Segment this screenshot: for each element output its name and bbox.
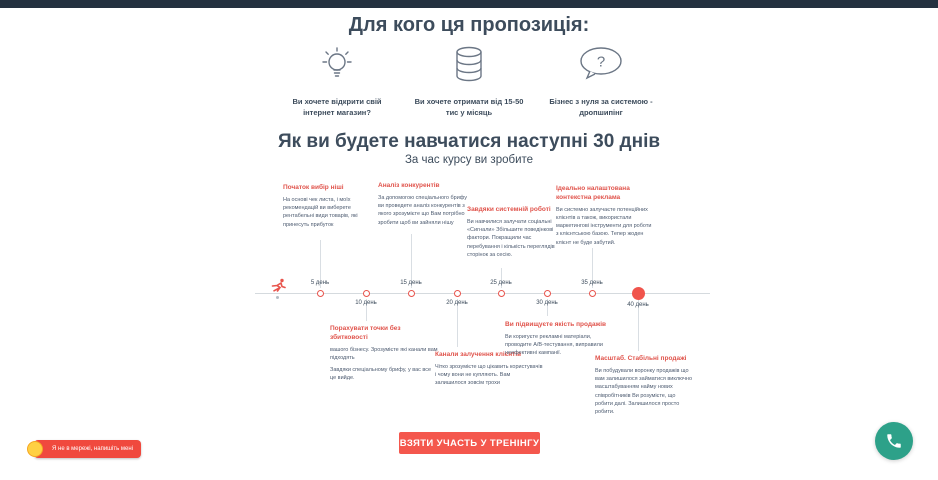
cta-button[interactable]: ВЗЯТИ УЧАСТЬ У ТРЕНІНГУ xyxy=(399,432,540,454)
feature-caption: Ви хочете отримати від 15-50 тис у місяць xyxy=(414,97,524,118)
timeline-marker xyxy=(408,290,415,297)
timeline-day-label: 40 день xyxy=(627,302,649,308)
question-bubble-icon xyxy=(578,42,624,88)
milestone-block xyxy=(556,185,654,247)
milestone-body: Ви навчилися залучати соціальні «Сигнали» Збільшите поведінкові фактори. Покращили час перебування і кількість переглядів сторінок за сесію. xyxy=(467,218,555,258)
features-row xyxy=(279,42,659,119)
timeline-day-label: 10 день xyxy=(355,300,377,306)
coins-icon xyxy=(449,42,489,88)
milestone-block xyxy=(330,325,438,383)
milestone-body: Чітко зрозумієте що цікавить користувачів і чому вони не купляють. Вам залишилося зовсім трохи xyxy=(435,363,543,387)
timeline-marker xyxy=(454,290,461,297)
timeline-marker xyxy=(589,290,596,297)
timeline-marker xyxy=(363,290,370,297)
milestone-block xyxy=(467,206,562,259)
chat-offline-label: Я не в мережі, напишіть мені xyxy=(52,446,133,452)
course-subtitle: За час курсу ви зробите xyxy=(404,154,534,166)
course-title: Як ви будете навчатися наступні 30 днів xyxy=(277,131,661,152)
milestone-body: За допомогою спеціального брифу ви проведете аналіз конкурентів з якого зрозумієте що Вам потрібно зробити щоб ви зайняли нішу xyxy=(378,194,468,226)
connector xyxy=(457,299,458,347)
timeline-day-label: 5 день xyxy=(310,280,330,286)
milestone-body: вашого бізнесу. Зрозумієте які канали вам підходять xyxy=(330,346,438,361)
milestone-body: Ви коригуєте рекламні матеріали, проводите А/В-тестування, виправили неефективні кампанії. xyxy=(505,333,603,357)
milestone-title: Ви підвищуєте якість продажів xyxy=(505,321,607,328)
milestone-block xyxy=(505,321,615,358)
milestone-title: Порахувати точки без збитковості xyxy=(330,325,401,341)
milestone-body: Ви системно залучаєте потенційних клієнтів а також, використали маркетингові інструменти для роботи з клієнтською базою. Тепер жоден клієнт не буде забутий. xyxy=(556,206,652,246)
timeline-start-dot xyxy=(276,296,279,299)
timeline-day-label: 15 день xyxy=(400,280,422,286)
runner-icon xyxy=(271,278,287,292)
timeline-marker xyxy=(317,290,324,297)
phone-button[interactable] xyxy=(875,422,913,460)
svg-text:?: ? xyxy=(596,53,606,71)
feature-dropshipping xyxy=(543,42,659,119)
phone-icon xyxy=(885,432,903,450)
lightbulb-icon xyxy=(320,42,354,88)
milestone-title: Аналіз конкурентів xyxy=(378,182,440,189)
milestone-title: Ідеально налаштована контекстна реклама xyxy=(556,185,630,201)
milestone-block xyxy=(378,182,468,227)
timeline-marker-final xyxy=(632,287,645,300)
timeline-day-label: 20 день xyxy=(446,300,468,306)
top-bar xyxy=(0,0,938,8)
feature-income xyxy=(411,42,527,119)
milestone-title: Початок вибір ніші xyxy=(283,184,344,191)
milestone-body: Завдяки спеціальному брифу, у вас все це вийде. xyxy=(330,367,432,382)
milestone-title: Завдяки системній роботі xyxy=(467,206,551,213)
chat-offline-badge[interactable] xyxy=(34,440,141,458)
timeline-day-label: 25 день xyxy=(490,280,512,286)
milestone-body: Ви побудували воронку продажів що вам залишилося займатися виключно масштабуванням найму нових співробітників Ви розумієте, що робити далі. Залишилося просто робити. xyxy=(595,367,693,416)
milestone-block xyxy=(595,355,693,416)
milestone-title: Канали залучення клієнтів xyxy=(435,351,522,358)
feature-caption: Ви хочете відкрити свій інтернет магазин? xyxy=(292,97,382,118)
timeline-marker xyxy=(544,290,551,297)
timeline-day-label: 35 день xyxy=(581,280,603,286)
milestone-body: На основі чек листа, і моїх рекомендацій ви виберете рентабельні види товарів, які принесуть прибуток xyxy=(283,196,358,228)
milestone-block xyxy=(283,184,365,229)
chat-avatar-icon xyxy=(27,441,43,457)
offer-title: Для кого ця пропозиція: xyxy=(348,14,590,36)
feature-open-store xyxy=(279,42,395,119)
milestone-title: Масштаб. Стабільні продажі xyxy=(595,355,687,362)
timeline-marker xyxy=(498,290,505,297)
timeline-day-label: 30 день xyxy=(536,300,558,306)
feature-caption: Бізнес з нуля за системою - дропшипінг xyxy=(549,97,653,118)
